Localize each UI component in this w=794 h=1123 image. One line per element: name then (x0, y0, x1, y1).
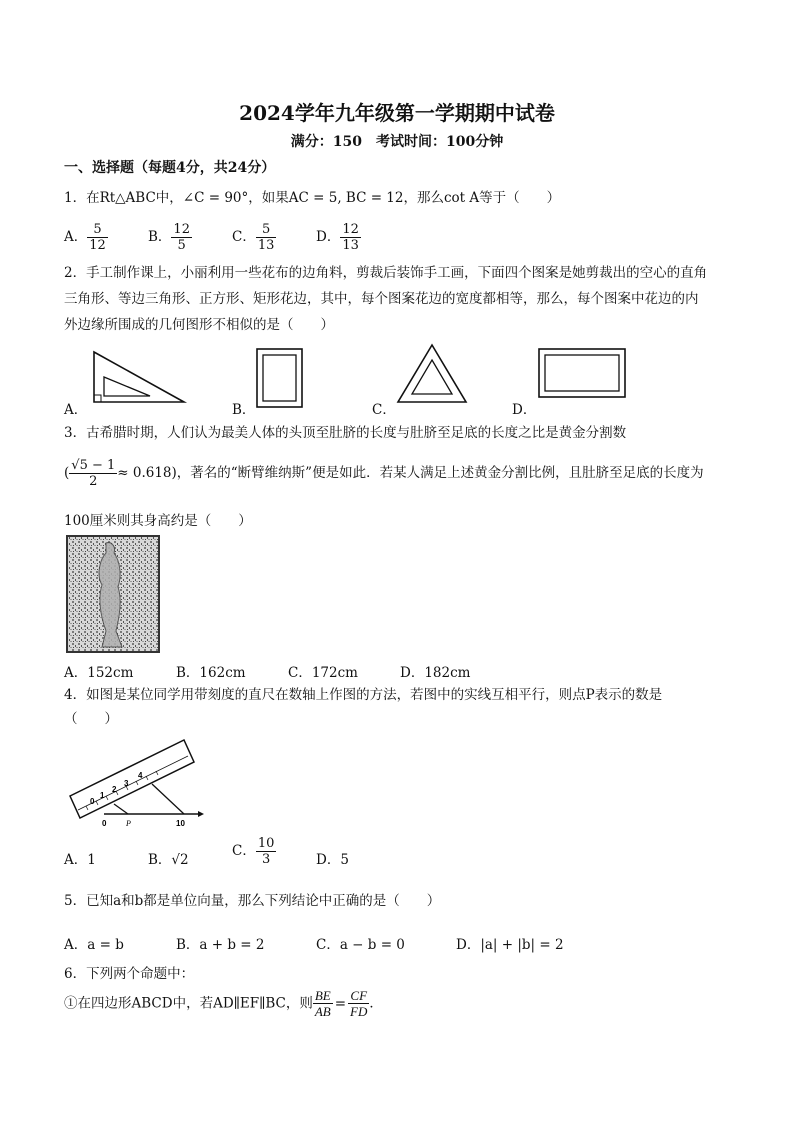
question-1-stem: 1．在Rt△ABC中，∠C = 90°，如果AC = 5, BC = 12，那么cot A等于（ ） (64, 190, 561, 206)
ruler-number-line-figure (66, 734, 206, 830)
axis-label-ten: 10 (176, 819, 185, 828)
q2-option-c: C． (372, 402, 396, 418)
q3-option-d: D．182cm (400, 665, 471, 681)
question-4-line-1: 4．如图是某位同学用带刻度的直尺在数轴上作图的方法，若图中的实线互相平行，则点P表示的数是 (64, 687, 663, 703)
q3-option-a: A．152cm (64, 665, 134, 681)
rectangle-border-figure (536, 346, 628, 400)
ruler-tick-1: 1 (100, 791, 105, 800)
section-heading-choice: 一、选择题（每题4分，共24分） (64, 160, 276, 176)
q3-option-c: C．172cm (288, 665, 358, 681)
q5-option-d: D．|a| + |b| = 2 (456, 937, 564, 953)
q1-option-c: C． $\frac{5}{13}$ (232, 222, 275, 253)
axis-label-zero: 0 (102, 819, 107, 828)
square-border-figure (254, 346, 306, 410)
q4-option-d: D．5 (316, 852, 349, 868)
question-3-line-1: 3．古希腊时期，人们认为最美人体的头顶至肚脐的长度与肚脐至足底的长度之比是黄金分割数 (64, 425, 627, 441)
question-2-line-3: 外边缘所围成的几何图形不相似的是（ ） (64, 317, 334, 333)
q2-option-b: B． (232, 402, 256, 418)
equilateral-triangle-border-figure (396, 342, 468, 406)
question-4-line-2: （ ） (64, 711, 118, 727)
question-3-line-2: ( $\frac{√5 - 1}{2}$ ≈ 0.618)，著名的“断臂维纳斯”便是如此．若某人满足上述黄金分割比例，且肚脐至足底的长度为 (64, 458, 704, 489)
q5-option-a: A．a = b (64, 937, 124, 953)
question-5-stem: 5．已知a和b都是单位向量，那么下列结论中正确的是（ ） (64, 893, 441, 909)
q2-option-a: A． (64, 402, 88, 418)
ruler-tick-2: 2 (112, 785, 117, 794)
question-6-stem: 6．下列两个命题中： (64, 966, 195, 982)
axis-label-p: P (126, 819, 131, 828)
question-3-line-3: 100厘米则其身高约是（ ） (64, 513, 252, 529)
exam-info: 满分：150 考试时间：100分钟 (290, 134, 504, 150)
q5-option-c: C．a − b = 0 (316, 937, 405, 953)
ruler-tick-0: 0 (90, 797, 95, 806)
question-6-item-1: ①在四边形ABCD中，若AD∥EF∥BC，则 $\frac{BE}{AB}$ = $\frac{CF}{FD}$ ． (64, 988, 383, 1019)
q1-option-d: D． $\frac{12}{13}$ (316, 222, 359, 253)
right-triangle-border-figure (80, 346, 190, 408)
ruler-tick-4: 4 (138, 771, 143, 780)
question-2-line-2: 三角形、等边三角形、正方形、矩形花边，其中，每个图案花边的宽度都相等，那么，每个图案中花边的内 (64, 291, 699, 307)
q4-option-c: C． $\frac{10}{3}$ (232, 836, 275, 867)
q1-option-a: A． $\frac{5}{12}$ (64, 222, 106, 253)
page-title: 2024学年九年级第一学期期中试卷 (239, 101, 555, 125)
ruler-tick-3: 3 (124, 779, 129, 788)
q4-option-a: A．1 (64, 852, 96, 868)
q3-option-b: B．162cm (176, 665, 246, 681)
q4-option-b: B．√2 (148, 852, 189, 868)
q5-option-b: B．a + b = 2 (176, 937, 265, 953)
q1-option-b: B． $\frac{12}{5}$ (148, 222, 190, 253)
q2-option-d: D． (512, 402, 537, 418)
venus-statue-photo (66, 535, 160, 653)
question-2-line-1: 2．手工制作课上，小丽利用一些花布的边角料，剪裁后装饰手工画，下面四个图案是她剪裁出的空心的直角 (64, 265, 708, 281)
